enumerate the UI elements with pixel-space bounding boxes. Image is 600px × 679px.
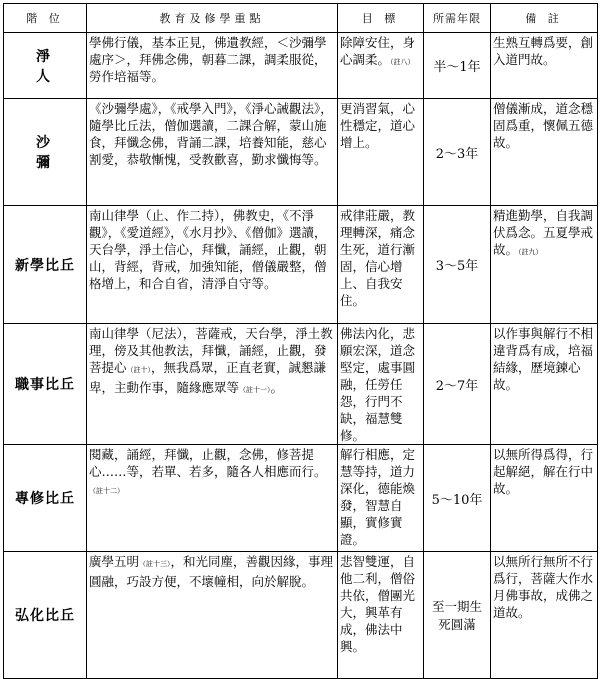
table-row: [4, 552, 598, 679]
focus-cell: 南山律學（止、作二持），佛教史，《不淨觀》，《愛道經》，《水月抄》、《僧伽》選讀，天台學，淨土信心，拜懺，誦經，止觀，朝山，背經，背戒，加強知能，僧儀嚴整，僧格增上，和合自省，清淨自守等。: [87, 206, 338, 324]
study-stages-table: [3, 3, 598, 679]
footnote-marker: （註十一）: [239, 386, 271, 394]
years-cell: 5～10年: [424, 445, 491, 552]
notes-cell: [491, 206, 598, 324]
footnote-marker: （註十）: [126, 366, 152, 374]
header-row: [4, 4, 598, 33]
goal-cell: 佛法內化，悲願宏深，道念堅定，處事圓融，任勞任怨，行門不缺，福慧雙修。: [338, 324, 424, 445]
rank-cell: 專修比丘: [4, 445, 87, 552]
rank-cell: 職事比丘: [4, 324, 87, 445]
table-row: [4, 445, 598, 552]
table-row: [4, 324, 598, 445]
rank-cell: 弘化比丘: [4, 552, 87, 679]
header-rank: 階 位: [4, 4, 87, 33]
focus-text: 廣學五明: [89, 554, 140, 569]
notes-cell: 以無所行無所不行爲行，菩薩大作水月佛事故，成佛之道故。: [491, 552, 598, 679]
focus-cell: [87, 552, 338, 679]
header-years: 所需年限: [424, 4, 491, 33]
notes-cell: 以作事與解行不相違背爲有成，培福結緣，歷境鍊心故。: [491, 324, 598, 445]
notes-cell: 以無所得爲得，行起解絕，解在行中故。: [491, 445, 598, 552]
years-cell: 半～1年: [424, 33, 491, 99]
focus-text: 南山律學（尼法），菩薩戒，天台學，淨土教理，傍及其他教法，拜懺，誦經，止觀，發菩提心: [89, 326, 333, 375]
rank-cell: 淨人: [4, 33, 87, 99]
notes-cell: 僧儀漸成，道念穩固爲重，懷佩五德故。: [491, 99, 598, 206]
focus-text-cont: ，無我爲眾，正直老實，誠懇謙卑，主動作事，隨緣應眾等: [89, 360, 327, 395]
focus-cell: [87, 324, 338, 445]
focus-text: 閱藏，誦經，拜懺，止觀，念佛，修菩提心……等，若單、若多，隨各人相應而行。: [89, 447, 327, 479]
goal-text: 除障安住，身心調柔。: [340, 35, 416, 67]
years-cell: 至一期生死圓滿: [424, 552, 491, 679]
rank-cell: 新學比丘: [4, 206, 87, 324]
rank-cell: 沙彌: [4, 99, 87, 206]
focus-text-end: ，和光同塵，善觀因緣，事理圓融，巧設方便，不壞幢相，向於解脫。: [89, 554, 334, 589]
focus-cell: 學佛行儀，基本正見，佛遺教經，＜沙彌學處序＞，拜佛念佛，朝暮二課，調柔服從，勞作培福等。: [87, 33, 338, 99]
goal-cell: 解行相應，定慧等持，道力深化，德能煥發，智慧自顯，實修實證。: [338, 445, 424, 552]
focus-cell: [87, 445, 338, 552]
focus-cell: 《沙彌學處》，《戒學入門》，《淨心誡觀法》，隨學比丘法，僧伽選讀，二課合解，蒙山施食，拜懺念佛，背誦二課，培養知能，慈心割愛，恭敬慚愧，受教歡喜，勤求懺悔等。: [87, 99, 338, 206]
footnote-marker: （註十二）: [89, 487, 124, 495]
table-header: [4, 4, 598, 33]
table-body: [4, 33, 598, 679]
goal-cell: 戒律莊嚴，教理轉深，痛念生死，道行漸固，信心增上、自我安住。: [338, 206, 424, 324]
notes-cell: 生熟互轉爲要，創入道門故。: [491, 33, 598, 99]
footnote-marker: （註十三）: [139, 560, 171, 568]
years-cell: 3～5年: [424, 206, 491, 324]
table-row: [4, 99, 598, 206]
years-cell: 2～7年: [424, 324, 491, 445]
footnote-marker: （註九）: [518, 248, 543, 256]
table-row: [4, 206, 598, 324]
header-goal: 目 標: [338, 4, 424, 33]
focus-text-end: 。: [270, 380, 284, 395]
table-row: [4, 33, 598, 99]
notes-text: 精進勤學，自我調伏爲念。五夏學戒故。: [493, 208, 594, 257]
header-focus: 教育及修學重點: [87, 4, 338, 33]
goal-cell: 更消習氣，心性穩定，道心增上。: [338, 99, 424, 206]
years-cell: 2～3年: [424, 99, 491, 206]
footnote-marker: （註八）: [390, 58, 415, 66]
goal-cell: [338, 33, 424, 99]
header-notes: 備 註: [491, 4, 598, 33]
goal-cell: 悲智雙運，自他二利，僧俗共依，僧團光大，興革有成，佛法中興。: [338, 552, 424, 679]
